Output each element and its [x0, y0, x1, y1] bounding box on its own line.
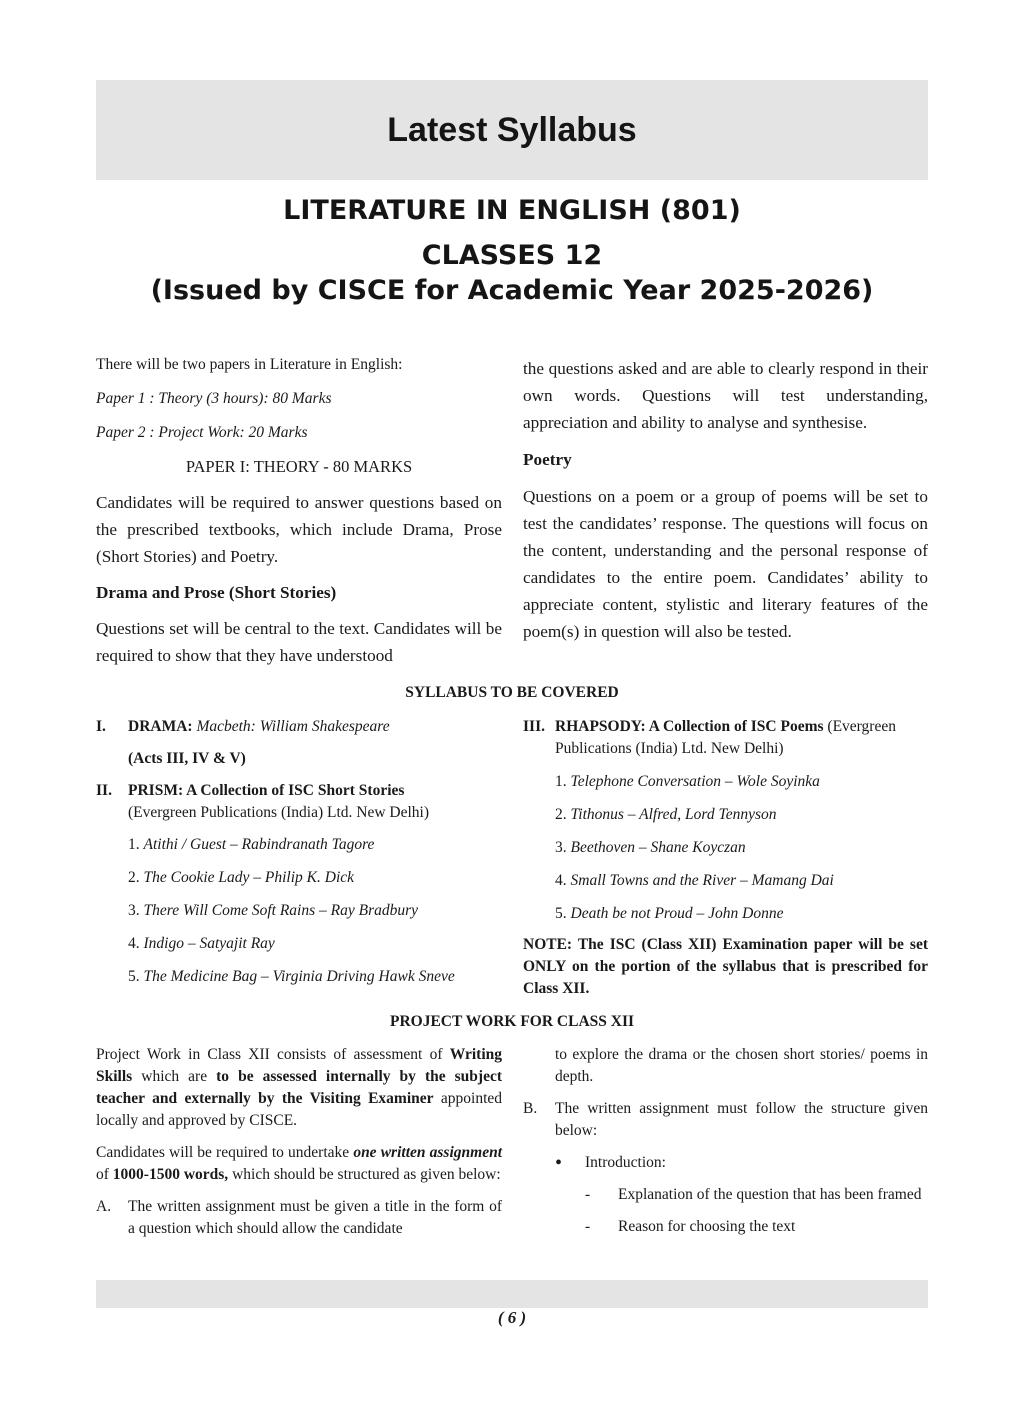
- poem-item-3: 3. Beethoven – Shane Koyczan: [555, 839, 746, 856]
- rhapsody-number: III.: [523, 718, 545, 735]
- poetry-paragraph: Questions on a poem or a group of poems will be set to test the candidates’ response. The questions will focus on the content, understanding and the personal response of candidates to the entire poem. Candidates’ ability to appreciate content, stylistic and literary features of the poem(s) in question will also be tested.: [523, 487, 928, 641]
- dash-item-2: - Reason for choosing the text: [585, 1218, 796, 1235]
- rhapsody-publisher-a: (Evergreen: [827, 718, 896, 735]
- syllabus-right-column: [523, 716, 928, 1000]
- story-item-5: 5. The Medicine Bag – Virginia Driving Hawk Sneve: [128, 968, 455, 985]
- introduction-bullet: • Introduction:: [555, 1152, 666, 1174]
- intro-paragraph: There will be two papers in Literature in English:: [96, 356, 403, 373]
- dash-item-1: - Explanation of the question that has been framed: [585, 1186, 922, 1203]
- title-banner: [96, 80, 928, 180]
- story-item-3: 3. There Will Come Soft Rains – Ray Bradbury: [128, 902, 419, 919]
- project-right-column: [523, 1044, 928, 1238]
- footer-bar: [96, 1280, 928, 1308]
- page-number: ( 6 ): [497, 1308, 527, 1327]
- drama-prose-paragraph-cont: the questions asked and are able to clearly respond in their own words. Questions will test understanding, appreciation and ability to analyse and synthesise.: [523, 359, 928, 432]
- story-item-2: 2. The Cookie Lady – Philip K. Dick: [128, 869, 355, 886]
- poetry-heading: Poetry: [523, 450, 572, 469]
- syllabus-note: NOTE: The ISC (Class XII) Examination paper will be set ONLY on the portion of the syllabus that is prescribed for Class XII.: [523, 936, 928, 997]
- drama-number: I.: [96, 718, 106, 735]
- theory-paragraph: Candidates will be required to answer questions based on the prescribed textbooks, which include Drama, Prose (Short Stories) and Poetry.: [96, 493, 502, 566]
- syllabus-heading: SYLLABUS TO BE COVERED: [405, 684, 619, 701]
- prism-publisher: (Evergreen Publications (India) Ltd. New Delhi): [128, 804, 430, 821]
- prism-item: [96, 780, 502, 824]
- project-left-column: [96, 1044, 502, 1240]
- drama-label: DRAMA:: [128, 718, 193, 735]
- poem-item-1: 1. Telephone Conversation – Wole Soyinka: [555, 773, 820, 790]
- theory-heading: PAPER I: THEORY - 80 MARKS: [185, 457, 413, 476]
- syllabus-left-column: [96, 716, 502, 988]
- banner-title: Latest Syllabus: [387, 110, 637, 149]
- paper2-line: Paper 2 : Project Work: 20 Marks: [96, 424, 308, 441]
- poem-item-5: 5. Death be not Proud – John Donne: [555, 905, 784, 922]
- story-item-4: 4. Indigo – Satyajit Ray: [128, 935, 275, 952]
- class-title: CLASSES 12: [421, 240, 603, 271]
- project-point-a: A. The written assignment must be given a title in the form of a question which should allow the candidate: [96, 1198, 502, 1237]
- project-point-a-cont: to explore the drama or the chosen short stories/ poems in depth.: [555, 1046, 928, 1085]
- intro-right-column: [523, 355, 928, 645]
- project-heading: PROJECT WORK FOR CLASS XII: [389, 1013, 635, 1030]
- story-item-1: 1. Atithi / Guest – Rabindranath Tagore: [128, 836, 375, 853]
- rhapsody-title: RHAPSODY: A Collection of ISC Poems: [555, 718, 824, 735]
- project-point-b: B. The written assignment must follow the structure given below:: [523, 1100, 928, 1139]
- poem-item-2: 2. Tithonus – Alfred, Lord Tennyson: [555, 806, 777, 823]
- prism-title: PRISM: A Collection of ISC Short Stories: [128, 782, 405, 799]
- drama-title: Macbeth: William Shakespeare: [196, 718, 390, 735]
- drama-prose-paragraph: Questions set will be central to the text. Candidates will be required to show that they have understood: [96, 619, 502, 665]
- drama-prose-heading: Drama and Prose (Short Stories): [96, 583, 337, 602]
- poem-item-4: 4. Small Towns and the River – Mamang Dai: [555, 872, 834, 889]
- rhapsody-item: [523, 716, 928, 760]
- prism-number: II.: [96, 782, 112, 799]
- drama-item: [96, 716, 502, 738]
- intro-left-column: [96, 354, 502, 669]
- drama-acts: (Acts III, IV & V): [128, 750, 246, 767]
- subject-title: LITERATURE IN ENGLISH (801): [283, 195, 741, 226]
- project-paragraph-2: Candidates will be required to undertake one written assignment of 1000-1500 words, which should be structured as given below:: [96, 1144, 502, 1183]
- rhapsody-publisher-b: Publications (India) Ltd. New Delhi): [555, 740, 784, 757]
- project-paragraph-1: Project Work in Class XII consists of assessment of Writing Skills which are to be assessed internally by the subject teacher and externally by the Visiting Examiner appointed locally and approved by CISCE.: [96, 1046, 503, 1129]
- issued-by-line: (Issued by CISCE for Academic Year 2025-2026): [150, 275, 874, 306]
- paper1-line: Paper 1 : Theory (3 hours): 80 Marks: [96, 390, 332, 407]
